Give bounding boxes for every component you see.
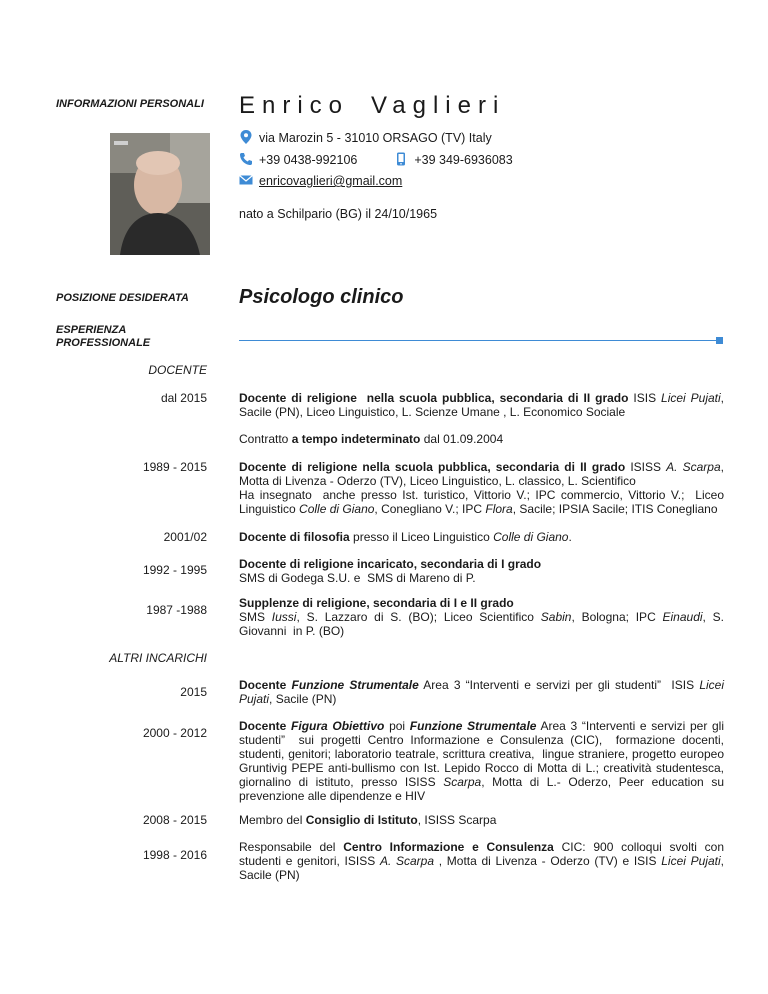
entry-date: 2008 - 2015: [142, 813, 207, 827]
section-label-experience-line1: ESPERIENZA: [56, 324, 127, 336]
last-name: Vaglieri: [371, 92, 506, 119]
location-pin-icon: [239, 130, 253, 144]
address-text: via Marozin 5 - 31010 ORSAGO (TV) Italy: [259, 131, 492, 145]
entry-description: Supplenze di religione, secondaria di I e II grado SMS Iussi, S. Lazzaro di S. (BO); Liceo Scientifico Sabin, Bologna; IPC Einaudi, S. Giovanni in P. (BO): [239, 596, 724, 638]
profile-photo: [110, 133, 210, 255]
entry-date: 2000 - 2012: [142, 726, 207, 740]
first-name: Enrico: [239, 92, 350, 119]
email-icon: [239, 173, 253, 187]
section-divider-square: [716, 337, 723, 344]
phone-row: [239, 152, 513, 168]
entry-date: dal 2015: [160, 391, 207, 405]
section-label-personal-info: INFORMAZIONI PERSONALI: [56, 98, 204, 110]
entry-description: Docente Funzione Strumentale Area 3 “Interventi e servizi per gli studenti” ISIS Licei Pujati, Sacile (PN): [239, 678, 724, 706]
profile-photo-image: [110, 133, 210, 255]
address-row: [239, 130, 492, 146]
entry-description: Docente Figura Obiettivo poi Funzione Strumentale Area 3 “Interventi e servizi per gli studenti” sui progetti Centro Informazione e Consulenza (CIC), formazione docenti, studenti, genitori; laboratorio teatrale, scrittura creativa, lingue straniere, progetto europeo Gruntivig PEPE anti-bullismo con Ist. Lepido Rocco di Motta di L.; creatività studentesca, giornalino di istituto, presso ISISS Scarpa, Motta di L.- Oderzo, Peer education su prevenzione alle dipendenze e HIV: [239, 719, 725, 803]
section-label-desired-position: POSIZIONE DESIDERATA: [56, 292, 189, 304]
full-name: [239, 92, 505, 120]
phone-icon: [239, 152, 253, 166]
mobile-phone-icon: [394, 152, 408, 166]
section-divider: [239, 340, 716, 341]
email-row: [239, 173, 402, 189]
entry-description: Docente di filosofia presso il Liceo Linguistico Colle di Giano.: [239, 530, 572, 544]
phone-text: +39 0438-992106: [259, 153, 358, 167]
subsection-docente: DOCENTE: [148, 363, 207, 377]
mobile-text: +39 349-6936083: [414, 153, 513, 167]
entry-description: Docente di religione nella scuola pubblica, secondaria di II grado ISISS A. Scarpa, Motta di Livenza - Oderzo (TV), Liceo Linguistico, L. classico, L. Scientifico Ha insegnato anche presso Ist. turistico, Vittorio V.; IPC commercio, Vittorio V.; Liceo Linguistico Colle di Giano, Conegliano V.; IPC Flora, Sacile; IPSIA Sacile; ITIS Conegliano: [239, 460, 724, 516]
section-label-experience-line2: PROFESSIONALE: [56, 337, 151, 349]
entry-date: 2015: [180, 685, 207, 699]
entry-description: Membro del Consiglio di Istituto, ISISS Scarpa: [239, 813, 497, 827]
entry-date: 1987 -1988: [146, 603, 207, 617]
subsection-altri-incarichi: ALTRI INCARICHI: [109, 651, 207, 665]
section-label-experience: [56, 324, 226, 350]
entry-note: Contratto a tempo indeterminato dal 01.09.2004: [239, 432, 504, 446]
entry-description: Docente di religione incaricato, secondaria di I grado SMS di Godega S.U. e SMS di Mareno di P.: [239, 557, 542, 585]
entry-date: 2001/02: [163, 530, 207, 544]
desired-position-value: Psicologo clinico: [239, 286, 404, 308]
entry-date: 1998 - 2016: [142, 848, 207, 862]
entry-description: Docente di religione nella scuola pubblica, secondaria di II grado ISIS Licei Pujati, Sacile (PN), Liceo Linguistico, L. Scienze Umane , L. Economico Sociale: [239, 391, 725, 419]
email-link[interactable]: enricovaglieri@gmail.com: [259, 174, 403, 188]
entry-date: 1989 - 2015: [142, 460, 207, 474]
birth-info: nato a Schilpario (BG) il 24/10/1965: [239, 207, 438, 221]
entry-date: 1992 - 1995: [142, 563, 207, 577]
entry-description: Responsabile del Centro Informazione e Consulenza CIC: 900 colloqui svolti con studenti e genitori, ISISS A. Scarpa , Motta di Livenza - Oderzo (TV) e ISIS Licei Pujati, Sacile (PN): [239, 840, 724, 882]
